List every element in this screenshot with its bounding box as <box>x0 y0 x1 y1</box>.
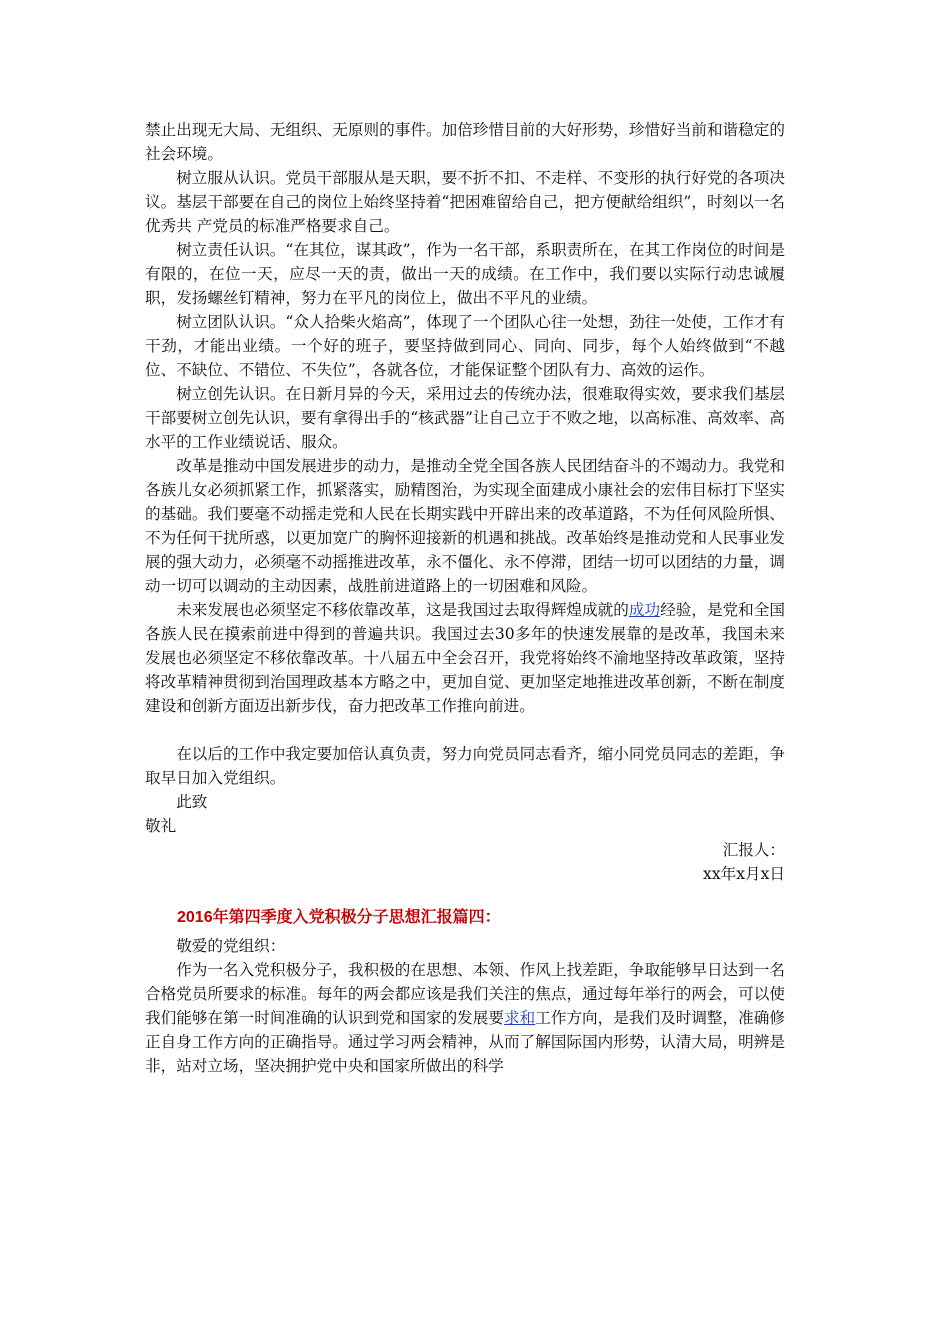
paragraph-future <box>145 598 785 718</box>
paragraph-future-part-a: 未来发展也必须坚定不移依靠改革，这是我国过去取得辉煌成就的 <box>176 601 629 619</box>
closing-salute: 敬礼 <box>145 817 177 835</box>
paragraph-future-part-b: 经验，是党和全国各族人民在摸索前进中得到的普遍共识。我国过去30多年的快速发展靠的是改革，我国未来发展也必须坚定不移依靠改革。十八届五中全会召开，我党将始终不渝地坚持改革政策，坚持将改革精神贯彻到治国理政基本方略之中，更加自觉、更加坚定地推进改革创新，不断在制度建设和创新方面迈出新步伐，奋力把改革工作推向前进。 <box>145 601 785 715</box>
link-requirement[interactable]: 求和 <box>504 1009 536 1027</box>
paragraph-commitment: 在以后的工作中我定要加倍认真负责，努力向党员同志看齐，缩小同党员同志的差距，争取早日加入党组织。 <box>145 745 785 787</box>
paragraph-section4-part-a: 作为一名入党积极分子，我积极的在思想、本领、作风上找差距，争取能够早日达到一名合格党员所要求的标准。每年的两会都应该是我们关注的焦点，通过每年举行的两会，可以使我们能够在第一时间准确的认识到党和国家的发展要 <box>145 961 785 1027</box>
paragraph-responsibility: 树立责任认识。“在其位，谋其政”，作为一名干部，系职责所在，在其工作岗位的时间是有限的，在位一天，应尽一天的责，做出一天的成绩。在工作中，我们要以实际行动忠诚履职，发扬螺丝钉精神，努力在平凡的岗位上，做出不平凡的业绩。 <box>145 241 785 307</box>
paragraph-1: 禁止出现无大局、无组织、无原则的事件。加倍珍惜目前的大好形势，珍惜好当前和谐稳定的社会环境。 <box>145 121 785 163</box>
blank-line <box>145 718 785 742</box>
paragraph-reform: 改革是推动中国发展进步的动力，是推动全党全国各族人民团结奋斗的不竭动力。我党和各族儿女必须抓紧工作，抓紧落实，励精图治，为实现全面建成小康社会的宏伟目标打下坚实的基础。我们要毫不动摇走党和人民在长期实践中开辟出来的改革道路，不为任何风险所惧、不为任何干扰所惑，以更加宽广的胸怀迎接新的机遇和挑战。改革始终是推动党和人民事业发展的强大动力，必须毫不动摇推进改革，永不僵化、永不停滞，团结一切可以团结的力量，调动一切可以调动的主动因素，战胜前进道路上的一切困难和风险。 <box>145 457 785 595</box>
link-success[interactable]: 成功 <box>628 601 661 619</box>
paragraph-team: 树立团队认识。“众人拾柴火焰高”，体现了一个团队心往一处想，劲往一处使，工作才有干劲，才能出业绩。一个好的班子，要坚持做到同心、同向、同步，每个人始终做到“不越位、不缺位、不错位、不失位”，各就各位，才能保证整个团队有力、高效的运作。 <box>145 313 785 379</box>
paragraph-innovation: 树立创先认识。在日新月异的今天，采用过去的传统办法，很难取得实效，要求我们基层干部要树立创先认识，要有拿得出手的“核武器”让自己立于不败之地，以高标准、高效率、高水平的工作业绩说话、服众。 <box>145 385 785 451</box>
salutation: 敬爱的党组织： <box>176 937 286 955</box>
paragraph-section4 <box>145 958 785 1078</box>
closing-regards: 此致 <box>176 793 208 811</box>
document-page <box>145 118 785 1078</box>
report-date: xx年x月x日 <box>703 865 785 883</box>
section-heading: 2016年第四季度入党积极分子思想汇报篇四： <box>177 909 501 926</box>
reporter-label: 汇报人： <box>722 841 785 859</box>
paragraph-section4-part-b: 工作方向，是我们及时调整，准确修正自身工作方向的正确指导。通过学习两会精神，从而了解国际国内形势，认清大局，明辨是非，站对立场，坚决拥护党中央和国家所做出的科学 <box>145 1009 785 1075</box>
paragraph-obedience: 树立服从认识。党员干部服从是天职，要不折不扣、不走样、不变形的执行好党的各项决议。基层干部要在自己的岗位上始终坚持着“把困难留给自己，把方便献给组织”，时刻以一名优秀共 产党员的标准严格要求自己。 <box>145 169 785 235</box>
